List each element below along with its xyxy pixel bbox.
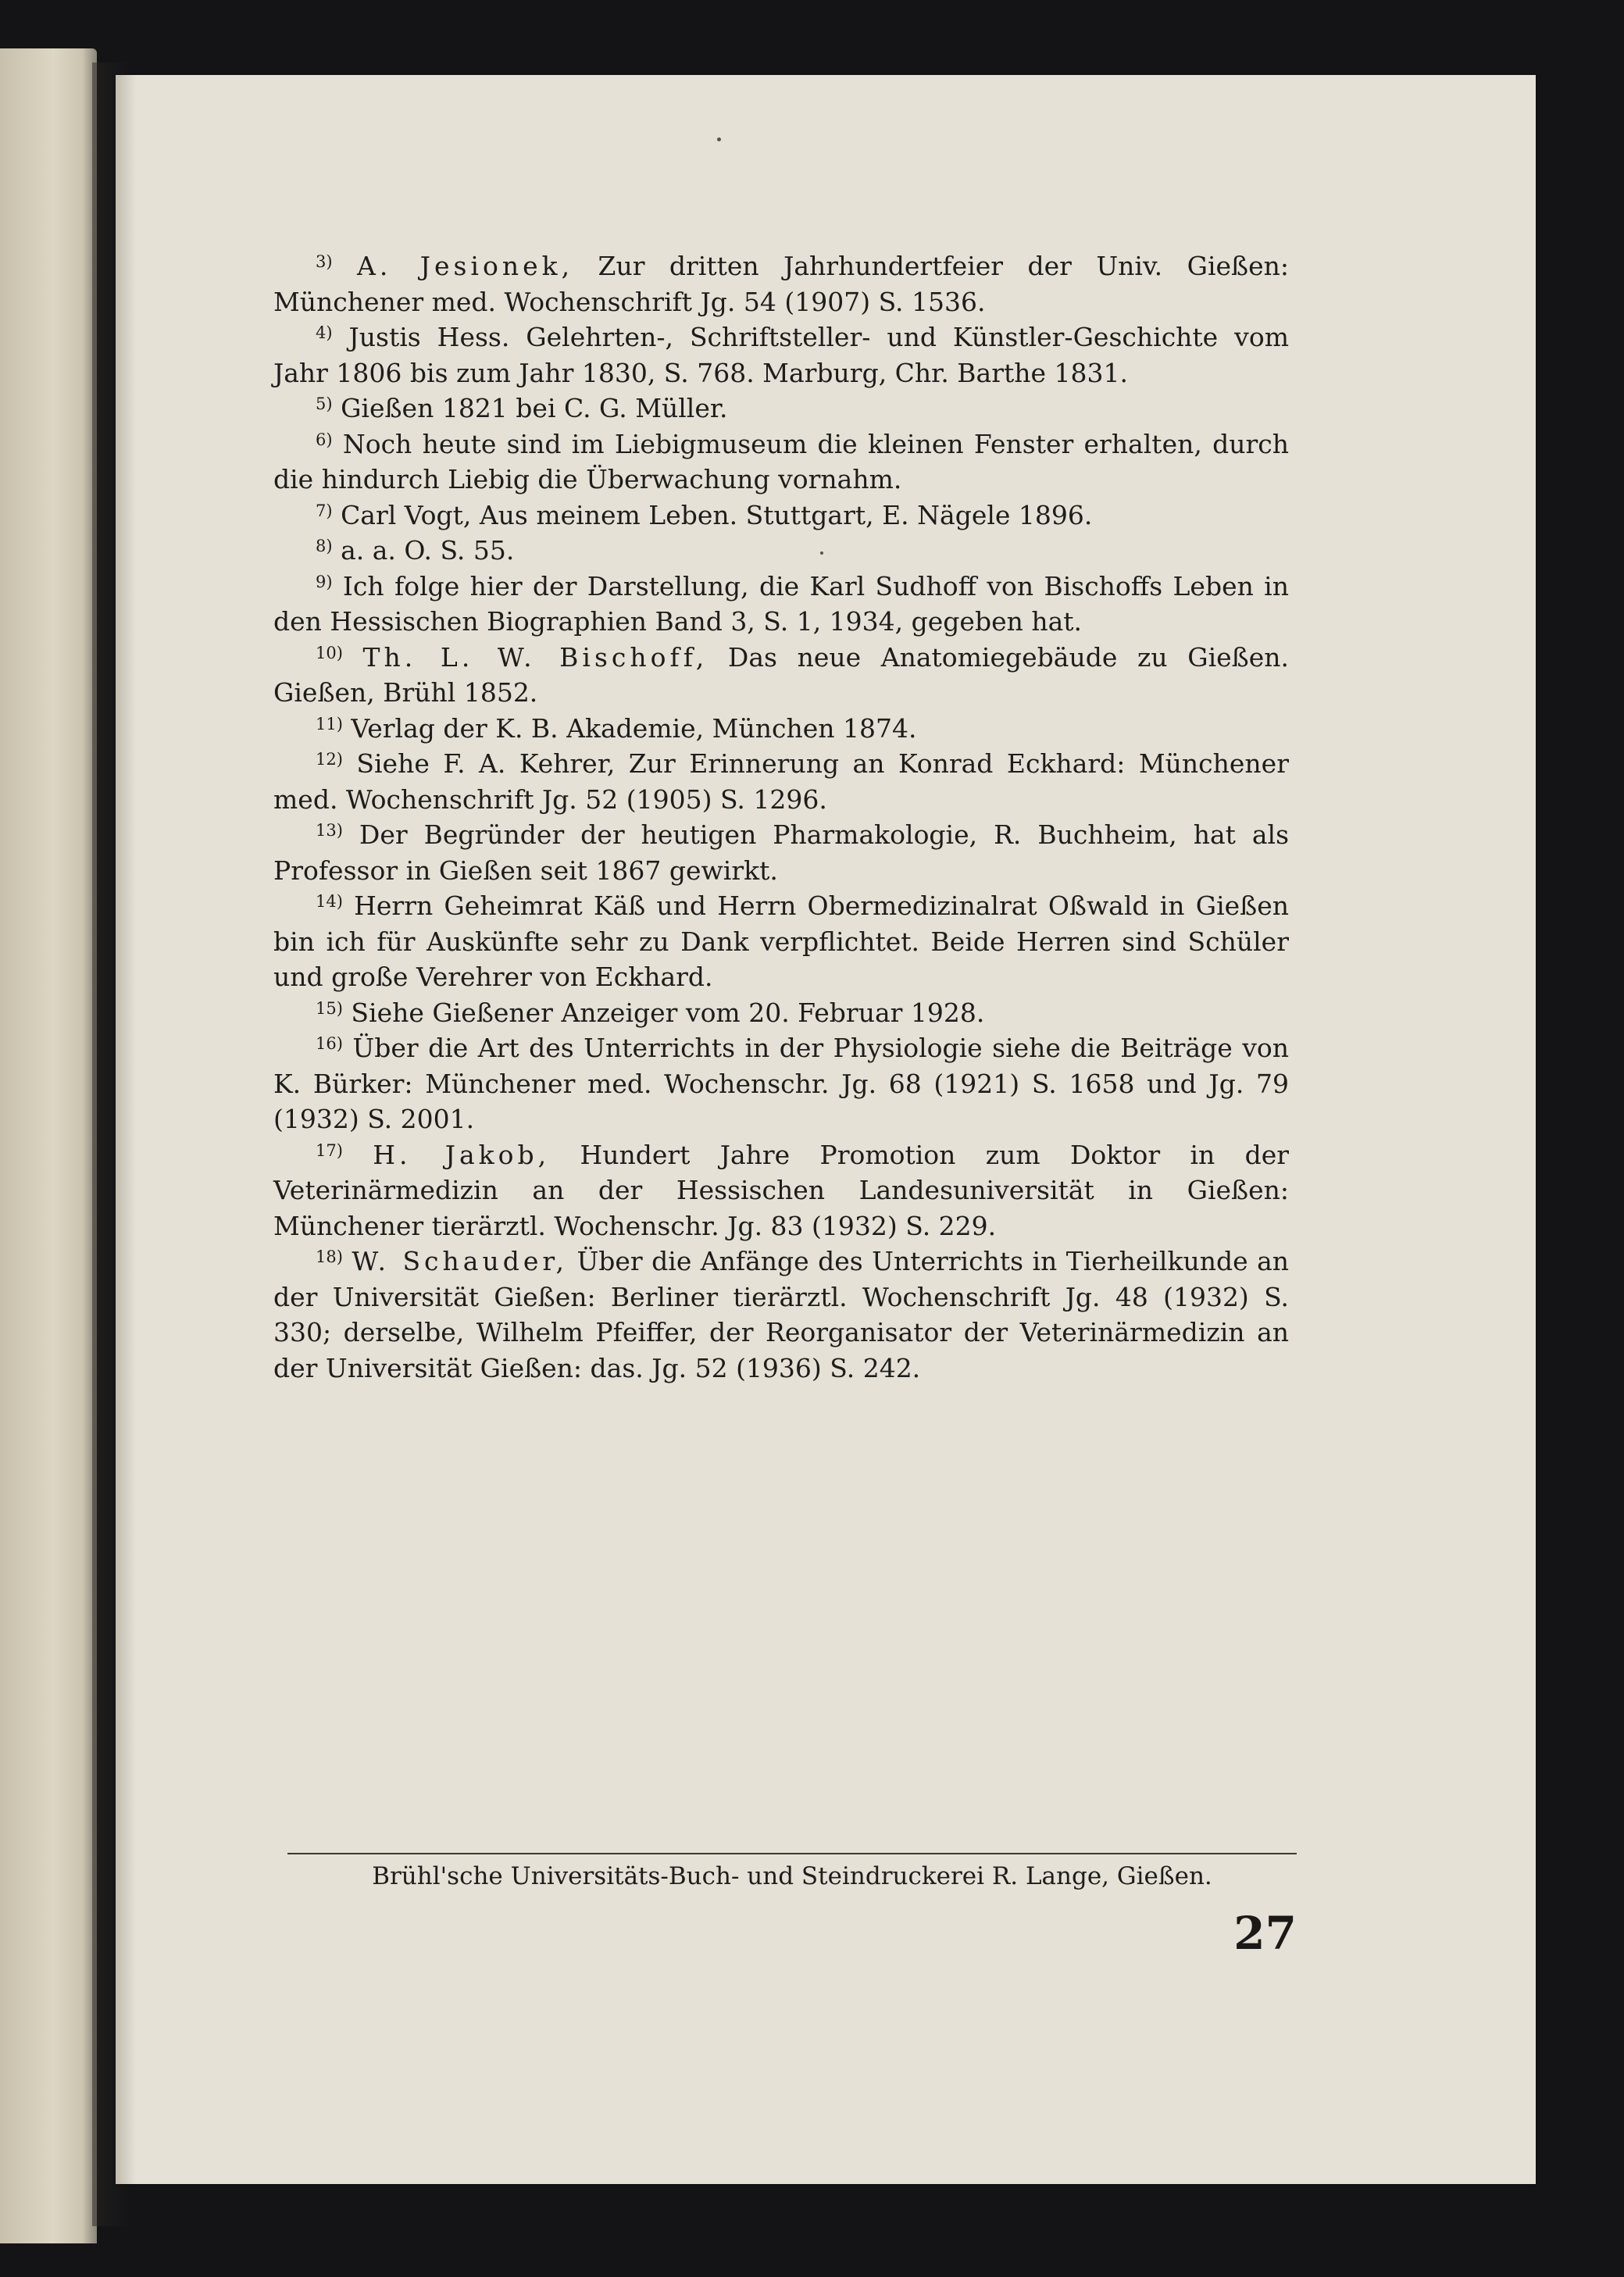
footnotes-block bbox=[273, 248, 1289, 1386]
footnote-text: Zur dritten Jahrhundertfeier der Univ. Gießen: Münchener med. Wochenschrift Jg. 54 (1907) S. 1536. bbox=[273, 251, 1289, 317]
page-number: 27 bbox=[1233, 1907, 1297, 1960]
footnote-text: Über die Art des Unterrichts in der Physiologie siehe die Beiträge von K. Bürker: Münchener med. Wochenschr. Jg. 68 (1921) S. 1658 und Jg. 79 (1932) S. 2001. bbox=[273, 1033, 1289, 1134]
footnote-text: Siehe F. A. Kehrer, Zur Erinnerung an Konrad Eckhard: Münchener med. Wochenschrift Jg. 52 (1905) S. 1296. bbox=[273, 748, 1289, 815]
footnote bbox=[273, 746, 1289, 817]
printer-imprint: Brühl'sche Universitäts-Buch- und Steindruckerei R. Lange, Gießen. bbox=[372, 1862, 1212, 1890]
footnote bbox=[273, 711, 1289, 747]
footnote-number: 8) bbox=[316, 537, 333, 555]
footnote-number: 4) bbox=[316, 323, 333, 342]
footnote bbox=[273, 498, 1289, 534]
footnote-text: Ich folge hier der Darstellung, die Karl Sudhoff von Bischoffs Leben in den Hessischen Biographien Band 3, S. 1, 1934, gegeben hat. bbox=[273, 570, 1289, 637]
footnote-number: 15) bbox=[316, 998, 343, 1018]
footnote-text: Siehe Gießener Anzeiger vom 20. Februar 1928. bbox=[351, 997, 985, 1028]
footnote-number: 3) bbox=[316, 252, 333, 271]
footnote-text: Noch heute sind im Liebigmuseum die kleinen Fenster erhalten, durch die hindurch Liebig die Überwachung vornahm. bbox=[273, 428, 1289, 494]
paper-speck bbox=[717, 137, 721, 141]
footnote-number: 5) bbox=[316, 394, 333, 413]
imprint-divider bbox=[287, 1853, 1297, 1854]
footnote-number: 16) bbox=[316, 1034, 343, 1053]
footnote-number: 14) bbox=[316, 892, 343, 911]
footnote-text: Das neue Anatomiegebäude zu Gießen. Gießen, Brühl 1852. bbox=[273, 641, 1290, 708]
footnote-number: 18) bbox=[316, 1247, 343, 1266]
footnote-text: a. a. O. S. 55. bbox=[341, 535, 515, 566]
footnote-number: 13) bbox=[316, 821, 343, 840]
footnote-author: W. Schauder, bbox=[352, 1246, 569, 1276]
footnote bbox=[273, 640, 1289, 711]
footnote-number: 11) bbox=[316, 714, 343, 733]
footnote bbox=[273, 248, 1289, 319]
footnote bbox=[273, 995, 1289, 1031]
footnote-text: Über die Anfänge des Unterrichts in Tierheilkunde an der Universität Gießen: Berliner tierärztl. Wochenschrift Jg. 48 (1932) S. 330; derselbe, Wilhelm Pfeiffer, der Reorganisator der Veterinärmedizin an der Universität Gießen: das. Jg. 52 (1936) S. 242. bbox=[273, 1246, 1289, 1383]
footnote bbox=[273, 319, 1289, 391]
footnote-author: H. Jakob, bbox=[373, 1139, 551, 1170]
footnote bbox=[273, 1137, 1289, 1244]
footnote bbox=[273, 569, 1289, 640]
footnote bbox=[273, 1244, 1289, 1386]
footnote-number: 9) bbox=[316, 572, 333, 591]
footnote-number: 12) bbox=[316, 750, 343, 769]
footnote bbox=[273, 426, 1289, 498]
footnote bbox=[273, 888, 1289, 995]
facing-page-edge bbox=[0, 48, 97, 2243]
footnote bbox=[273, 533, 1289, 569]
page-inner-edge bbox=[116, 75, 136, 2184]
footnote-text: Carl Vogt, Aus meinem Leben. Stuttgart, E. Nägele 1896. bbox=[341, 499, 1093, 530]
footnote-number: 10) bbox=[316, 643, 343, 662]
footnote bbox=[273, 1030, 1289, 1137]
footnote-text: Der Begründer der heutigen Pharmakologie, R. Buchheim, hat als Professor in Gießen seit 1867 gewirkt. bbox=[273, 819, 1289, 886]
footnote-text: Herrn Geheimrat Käß und Herrn Obermedizinalrat Oßwald in Gießen bin ich für Auskünfte sehr zu Dank verpflichtet. Beide Herren sind Schüler und große Verehrer von Eckhard. bbox=[273, 890, 1289, 992]
footnote bbox=[273, 391, 1289, 426]
footnote-text: Hundert Jahre Promotion zum Doktor in der Veterinärmedizin an der Hessischen Landesuniversität in Gießen: Münchener tierärztl. Wochenschr. Jg. 83 (1932) S. 229. bbox=[273, 1139, 1289, 1241]
footnote-text: Justis Hess. Gelehrten-, Schriftsteller- und Künstler-Geschichte vom Jahr 1806 bis zum Jahr 1830, S. 768. Marburg, Chr. Barthe 1831. bbox=[273, 322, 1289, 388]
footnote-author: Th. L. W. Bischoff, bbox=[362, 641, 708, 673]
footnote-text: Verlag der K. B. Akademie, München 1874. bbox=[351, 712, 917, 744]
footnote-number: 7) bbox=[316, 501, 333, 520]
footnote-number: 17) bbox=[316, 1140, 343, 1160]
footnote-author: A. Jesionek, bbox=[356, 251, 574, 281]
footnote-text: Gießen 1821 bei C. G. Müller. bbox=[341, 393, 728, 423]
footnote bbox=[273, 817, 1289, 888]
footnote-number: 6) bbox=[316, 430, 333, 449]
